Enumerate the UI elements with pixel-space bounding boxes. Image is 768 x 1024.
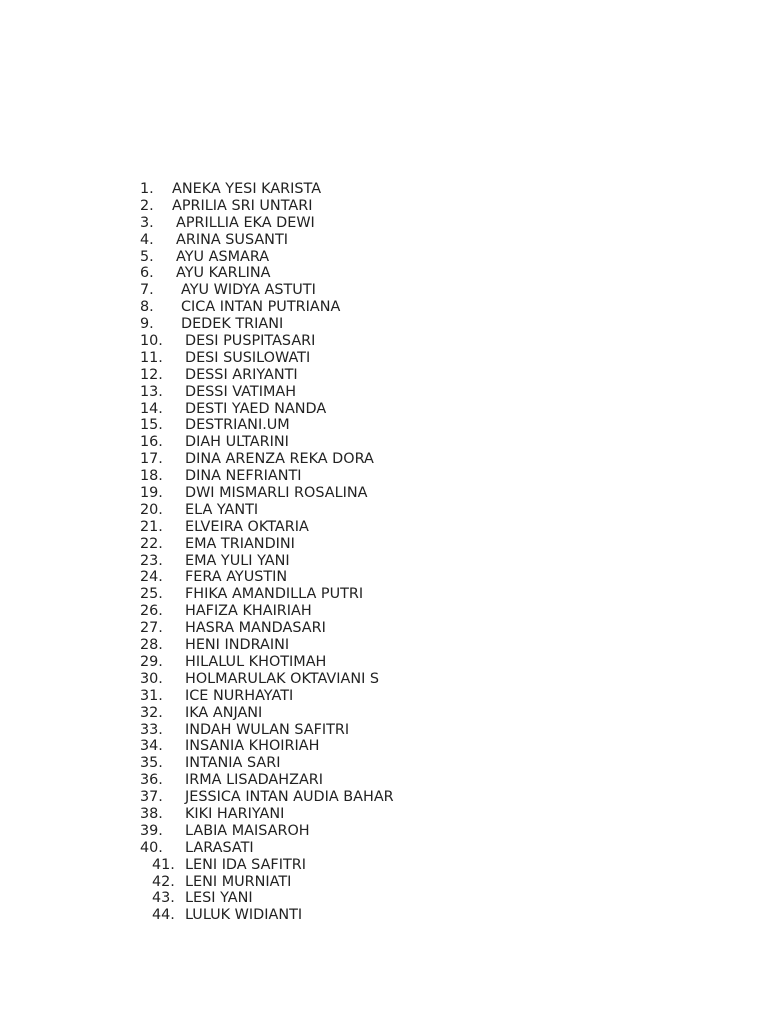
- list-item-number: 1.: [140, 181, 154, 197]
- list-item: [0, 857, 768, 874]
- list-item-number: 16.: [140, 434, 163, 451]
- list-item-name: INTANIA SARI: [185, 755, 281, 772]
- list-item-number: 30.: [140, 670, 163, 687]
- list-item-name: LENI MURNIATI: [185, 873, 292, 890]
- list-item-name: DESSI ARIYANTI: [185, 366, 298, 383]
- list-item-number: 43.: [152, 890, 175, 907]
- list-item: [0, 536, 768, 553]
- list-item-number: 21.: [140, 518, 163, 535]
- list-item-number: 25.: [140, 586, 163, 603]
- list-item: [0, 755, 768, 772]
- list-item-number: 31.: [140, 687, 163, 704]
- list-item: [0, 401, 768, 418]
- list-item-name: LENI IDA SAFITRI: [185, 856, 306, 873]
- list-item-number: 17.: [140, 451, 163, 468]
- list-item-number: 9.: [140, 316, 154, 333]
- list-item-number: 26.: [140, 603, 163, 620]
- list-item-name: DEDEK TRIANI: [181, 316, 284, 333]
- list-item: [0, 907, 768, 924]
- list-item-name: IRMA LISADAHZARI: [185, 772, 324, 789]
- list-item-name: CICA INTAN PUTRIANA: [181, 299, 341, 316]
- list-item-name: APRILIA SRI UNTARI: [172, 197, 313, 214]
- list-item-number: 27.: [140, 620, 163, 637]
- list-item: [0, 637, 768, 654]
- list-item: [0, 417, 768, 434]
- list-item-name: EMA YULI YANI: [185, 552, 290, 569]
- list-item-name: HENI INDRAINI: [185, 637, 290, 654]
- list-item-name: HASRA MANDASARI: [185, 620, 326, 637]
- list-item-name: INSANIA KHOIRIAH: [185, 738, 320, 755]
- list-item: [0, 553, 768, 570]
- list-item-number: 37.: [140, 789, 163, 806]
- list-item: [0, 806, 768, 823]
- list-item: [0, 198, 768, 215]
- list-item-number: 6.: [140, 265, 154, 282]
- list-item: [0, 451, 768, 468]
- list-item-name: DESTRIANI.UM: [185, 417, 290, 434]
- list-item-name: ELVEIRA OKTARIA: [185, 518, 309, 535]
- list-item-number: 39.: [140, 822, 163, 839]
- list-item-name: FERA AYUSTIN: [185, 569, 288, 586]
- list-item: [0, 181, 768, 198]
- list-item-number: 19.: [140, 485, 163, 502]
- list-item-number: 23.: [140, 552, 163, 569]
- list-item: [0, 586, 768, 603]
- list-item: [0, 434, 768, 451]
- list-item: [0, 789, 768, 806]
- list-item: [0, 705, 768, 722]
- list-item: [0, 299, 768, 316]
- list-item-number: 13.: [140, 383, 163, 400]
- list-item-number: 7.: [140, 282, 154, 299]
- list-item: [0, 671, 768, 688]
- list-item-number: 32.: [140, 704, 163, 721]
- list-item-name: HAFIZA KHAIRIAH: [185, 603, 312, 620]
- list-item-name: LABIA MAISAROH: [185, 822, 310, 839]
- list-item-name: APRILLIA EKA DEWI: [176, 214, 315, 231]
- list-item: [0, 333, 768, 350]
- list-item-name: LULUK WIDIANTI: [185, 907, 303, 924]
- list-item-name: AYU WIDYA ASTUTI: [181, 282, 316, 299]
- list-item: [0, 874, 768, 891]
- list-item: [0, 350, 768, 367]
- list-item-name: DESTI YAED NANDA: [185, 400, 327, 417]
- list-item: [0, 620, 768, 637]
- list-item: [0, 367, 768, 384]
- list-item-number: 34.: [140, 738, 163, 755]
- list-item: [0, 654, 768, 671]
- list-item-name: DESSI VATIMAH: [185, 383, 297, 400]
- list-item-number: 22.: [140, 535, 163, 552]
- list-item-name: ANEKA YESI KARISTA: [172, 181, 322, 197]
- list-item-number: 28.: [140, 637, 163, 654]
- list-item: [0, 282, 768, 299]
- list-item-name: AYU ASMARA: [176, 248, 270, 265]
- list-item: [0, 840, 768, 857]
- list-item-name: ELA YANTI: [185, 501, 259, 518]
- list-item-name: DIAH ULTARINI: [185, 434, 289, 451]
- list-item-number: 10.: [140, 333, 163, 350]
- list-item-number: 20.: [140, 501, 163, 518]
- list-item: [0, 468, 768, 485]
- list-item-name: FHIKA AMANDILLA PUTRI: [185, 586, 364, 603]
- list-item-number: 5.: [140, 248, 154, 265]
- list-item-number: 33.: [140, 721, 163, 738]
- list-item-number: 2.: [140, 197, 154, 214]
- list-item-name: LARASATI: [185, 839, 254, 856]
- list-item: [0, 569, 768, 586]
- list-item-name: DESI SUSILOWATI: [185, 349, 311, 366]
- list-item: [0, 249, 768, 266]
- list-item-number: 4.: [140, 231, 154, 248]
- list-item-number: 35.: [140, 755, 163, 772]
- list-item-name: LESI YANI: [185, 890, 253, 907]
- list-item: [0, 215, 768, 232]
- list-item-number: 24.: [140, 569, 163, 586]
- list-item: [0, 772, 768, 789]
- list-item-name: EMA TRIANDINI: [185, 535, 295, 552]
- list-item: [0, 265, 768, 282]
- list-item-name: DINA ARENZA REKA DORA: [185, 451, 374, 468]
- list-item: [0, 316, 768, 333]
- list-item-number: 29.: [140, 653, 163, 670]
- list-item-name: JESSICA INTAN AUDIA BAHAR: [185, 789, 394, 806]
- list-item-number: 40.: [140, 839, 163, 856]
- list-item-number: 38.: [140, 805, 163, 822]
- list-item-name: DESI PUSPITASARI: [185, 333, 316, 350]
- list-item-number: 3.: [140, 214, 154, 231]
- list-item-number: 44.: [152, 907, 175, 924]
- list-item: [0, 688, 768, 705]
- list-item-number: 14.: [140, 400, 163, 417]
- list-item-name: ICE NURHAYATI: [185, 687, 294, 704]
- list-item: [0, 485, 768, 502]
- list-item-name: DWI MISMARLI ROSALINA: [185, 485, 368, 502]
- list-item-number: 11.: [140, 349, 163, 366]
- list-item: [0, 738, 768, 755]
- list-item-name: HILALUL KHOTIMAH: [185, 653, 327, 670]
- list-item-name: DINA NEFRIANTI: [185, 468, 302, 485]
- list-item-name: ARINA SUSANTI: [176, 231, 288, 248]
- list-item: [0, 722, 768, 739]
- list-item: [0, 890, 768, 907]
- list-item-number: 36.: [140, 772, 163, 789]
- list-item-number: 41.: [152, 856, 175, 873]
- list-item-number: 15.: [140, 417, 163, 434]
- list-item-name: INDAH WULAN SAFITRI: [185, 721, 350, 738]
- list-item-number: 18.: [140, 468, 163, 485]
- list-item: [0, 823, 768, 840]
- list-item-name: KIKI HARIYANI: [185, 805, 285, 822]
- list-item-number: 42.: [152, 873, 175, 890]
- list-item-number: 8.: [140, 299, 154, 316]
- list-item: [0, 519, 768, 536]
- list-item: [0, 384, 768, 401]
- list-item: [0, 603, 768, 620]
- list-item: [0, 502, 768, 519]
- list-item-name: HOLMARULAK OKTAVIANI S: [185, 670, 380, 687]
- list-item: [0, 232, 768, 249]
- list-item-name: IKA ANJANI: [185, 704, 263, 721]
- list-item-name: AYU KARLINA: [176, 265, 271, 282]
- name-list: [0, 181, 768, 924]
- list-item-number: 12.: [140, 366, 163, 383]
